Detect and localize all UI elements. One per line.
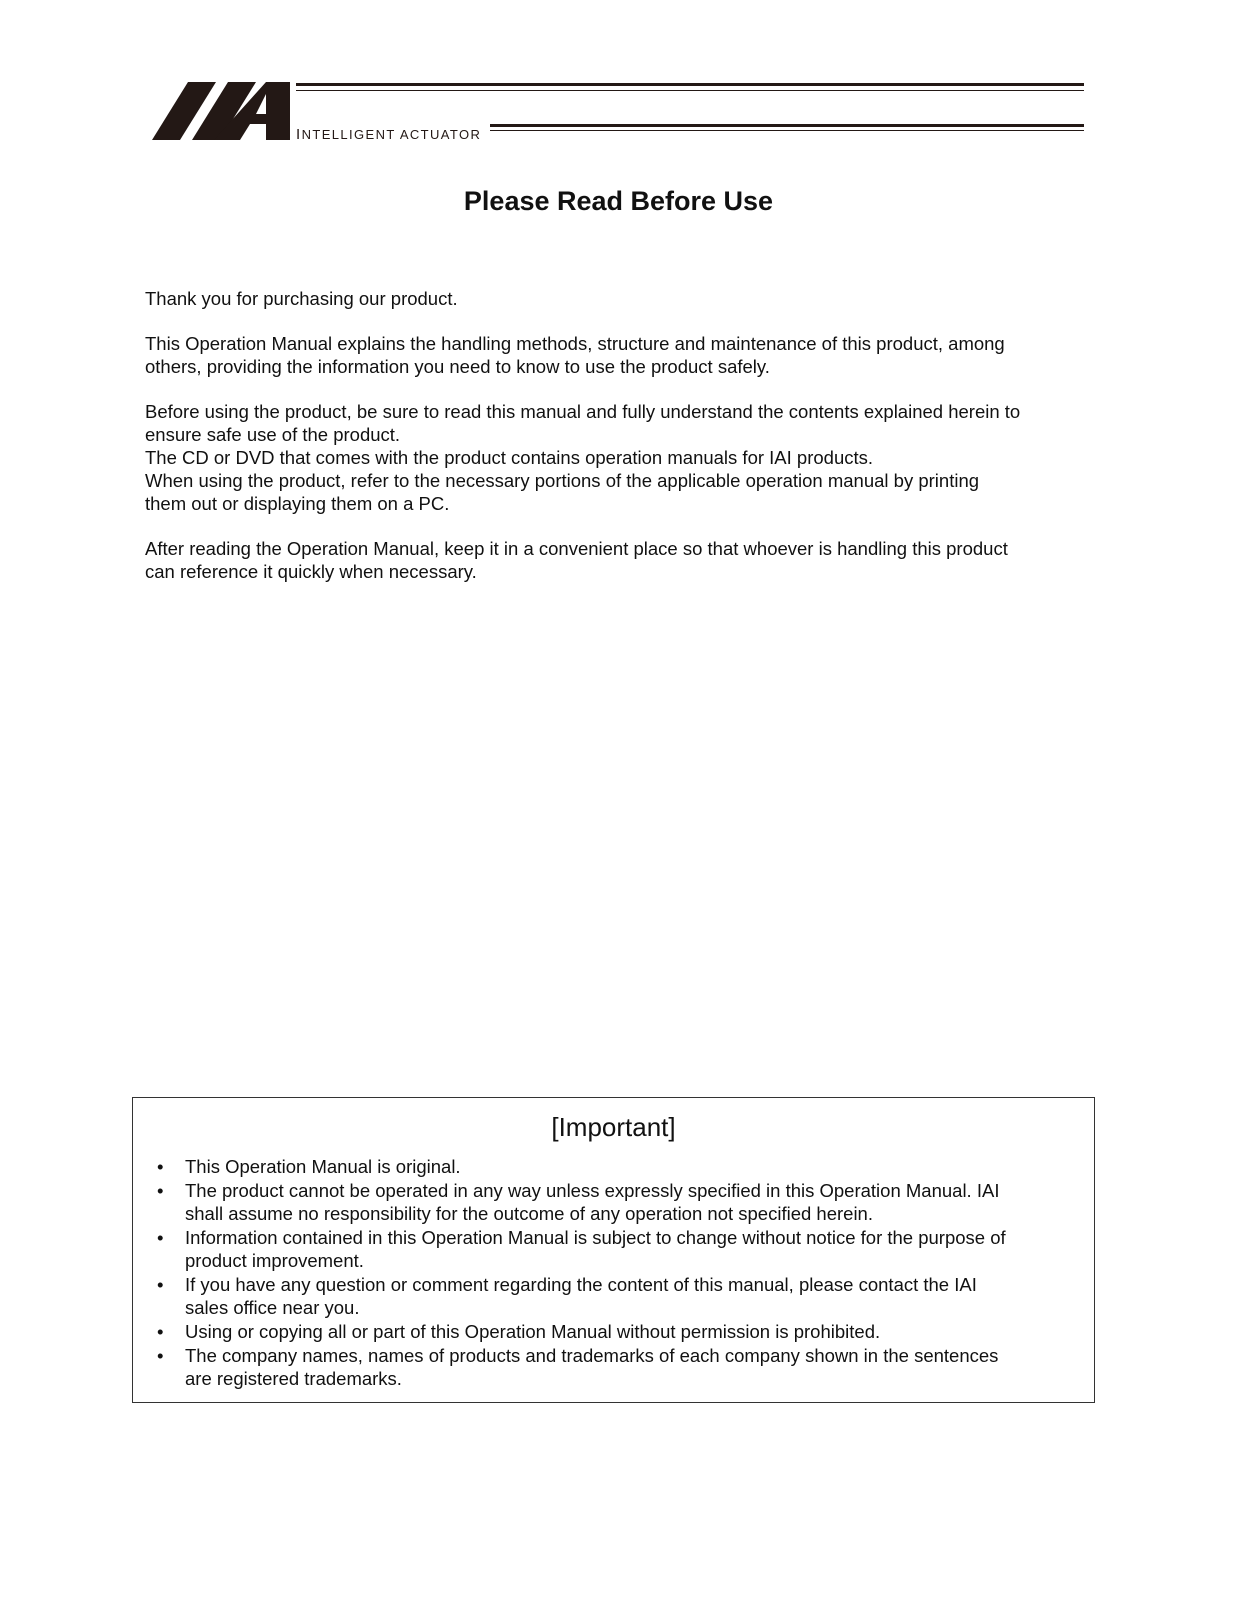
intro-paragraph <box>145 332 1090 378</box>
paragraph-line: This Operation Manual explains the handling methods, structure and maintenance of this product, among <box>145 333 1005 354</box>
important-notice-box <box>132 1097 1095 1403</box>
brand-rest: NTELLIGENT ACTUATOR <box>301 127 482 142</box>
list-item <box>153 1344 1094 1390</box>
bullet-icon: • <box>157 1274 164 1295</box>
bullet-icon: • <box>157 1180 164 1201</box>
paragraph-line: Thank you for purchasing our product. <box>145 288 458 309</box>
list-item-line: The company names, names of products and trademarks of each company shown in the sentences <box>185 1345 999 1366</box>
paragraph-line: them out or displaying them on a PC. <box>145 493 450 514</box>
paragraph-line: When using the product, refer to the necessary portions of the applicable operation manual by printing <box>145 470 980 491</box>
list-item <box>153 1273 1094 1319</box>
bullet-icon: • <box>157 1321 164 1342</box>
intro-paragraph <box>145 287 1090 310</box>
list-item <box>153 1226 1094 1272</box>
intro-paragraph <box>145 400 1090 515</box>
list-item-line: Information contained in this Operation Manual is subject to change without notice for the purpose of <box>185 1227 1006 1248</box>
paragraph-line: After reading the Operation Manual, keep it in a convenient place so that whoever is handling this product <box>145 538 1008 559</box>
bullet-icon: • <box>157 1156 164 1177</box>
paragraph-line: others, providing the information you need to know to use the product safely. <box>145 356 770 377</box>
bullet-icon: • <box>157 1345 164 1366</box>
iai-header <box>150 80 1090 150</box>
bullet-icon: • <box>157 1227 164 1248</box>
page-title: Please Read Before Use <box>463 186 774 216</box>
paragraph-line: The CD or DVD that comes with the product contains operation manuals for IAI products. <box>145 447 874 468</box>
important-list <box>133 1155 1094 1390</box>
intro-paragraph <box>145 537 1090 583</box>
header-rule-top <box>296 83 1084 91</box>
list-item <box>153 1179 1094 1225</box>
list-item <box>153 1320 1094 1343</box>
list-item-line: sales office near you. <box>185 1297 360 1318</box>
iai-logo-icon <box>150 80 296 144</box>
list-item-line: are registered trademarks. <box>185 1368 402 1389</box>
intro-text <box>145 287 1090 605</box>
brand-name <box>296 126 481 143</box>
list-item-line: Using or copying all or part of this Operation Manual without permission is prohibited. <box>185 1321 881 1342</box>
list-item-line: This Operation Manual is original. <box>185 1156 461 1177</box>
header-rule-bottom-thin <box>490 130 1084 131</box>
list-item-line: product improvement. <box>185 1250 364 1271</box>
paragraph-line: can reference it quickly when necessary. <box>145 561 477 582</box>
important-title: [Important] <box>551 1112 676 1142</box>
brand-initial: I <box>296 126 302 143</box>
list-item-line: The product cannot be operated in any way unless expressly specified in this Operation Manual. IAI <box>185 1180 1000 1201</box>
list-item-line: shall assume no responsibility for the outcome of any operation not specified herein. <box>185 1203 873 1224</box>
paragraph-line: Before using the product, be sure to read this manual and fully understand the contents explained herein to <box>145 401 1021 422</box>
list-item <box>153 1155 1094 1178</box>
paragraph-line: ensure safe use of the product. <box>145 424 401 445</box>
list-item-line: If you have any question or comment regarding the content of this manual, please contact the IAI <box>185 1274 977 1295</box>
